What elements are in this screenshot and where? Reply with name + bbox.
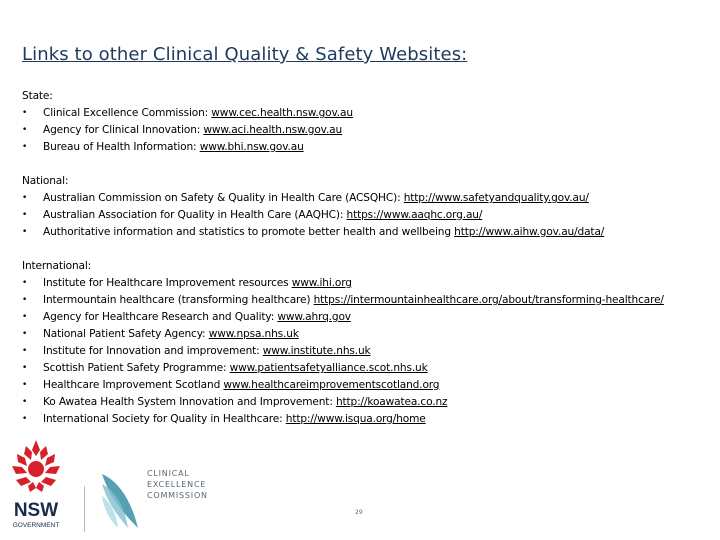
international-section	[22, 258, 702, 428]
ihi-link[interactable]: www.ihi.org	[291, 277, 352, 289]
cec-logo-text	[147, 468, 208, 501]
list-item	[22, 309, 702, 326]
list-item-label: National Patient Safety Agency:	[43, 328, 209, 340]
list-item	[22, 394, 702, 411]
list-item-label: Australian Commission on Safety & Quality in Health Care (ACSQHC):	[43, 192, 404, 204]
list-item	[22, 411, 702, 428]
list-item-label: Agency for Healthcare Research and Quality:	[43, 311, 278, 323]
page-number: 29	[355, 509, 363, 516]
aihw-link[interactable]: http://www.aihw.gov.au/data/	[454, 226, 605, 238]
list-item-label: Institute for Innovation and improvement:	[43, 345, 263, 357]
his-scotland-link[interactable]: www.healthcareimprovementscotland.org	[223, 379, 440, 391]
list-item	[22, 326, 702, 343]
logo-divider	[84, 486, 85, 532]
list-item	[22, 224, 702, 241]
acsqhc-link[interactable]: http://www.safetyandquality.gov.au/	[403, 192, 589, 204]
list-item	[22, 122, 702, 139]
aaqhc-link[interactable]: https://www.aaqhc.org.au/	[346, 209, 483, 221]
ahrq-link[interactable]: www.ahrq.gov	[277, 311, 351, 323]
list-item-label: Ko Awatea Health System Innovation and Improvement:	[43, 396, 336, 408]
national-heading: National:	[22, 175, 69, 187]
koawatea-link[interactable]: http://koawatea.co.nz	[335, 396, 448, 408]
list-item-label: Scottish Patient Safety Programme:	[43, 362, 230, 374]
national-section	[22, 173, 702, 241]
npsa-link[interactable]: www.npsa.nhs.uk	[208, 328, 299, 340]
list-item	[22, 292, 702, 309]
national-list	[22, 190, 702, 241]
institute-nhs-link[interactable]: www.institute.nhs.uk	[262, 345, 371, 357]
cec-wave-icon	[102, 474, 138, 528]
patient-safety-alliance-link[interactable]: www.patientsafetyalliance.scot.nhs.uk	[229, 362, 428, 374]
list-item	[22, 207, 702, 224]
isqua-link[interactable]: http://www.isqua.org/home	[285, 413, 426, 425]
list-item-label: Institute for Healthcare Improvement resources	[43, 277, 292, 289]
aci-link[interactable]: www.aci.health.nsw.gov.au	[203, 124, 343, 136]
bhi-link[interactable]: www.bhi.nsw.gov.au	[199, 141, 304, 153]
list-item-label: Authoritative information and statistics to promote better health and wellbeing	[43, 226, 455, 238]
intermountain-link[interactable]: https://intermountainhealthcare.org/about/transforming-healthcare/	[313, 294, 664, 306]
list-item-label: Agency for Clinical Innovation:	[43, 124, 204, 136]
state-list	[22, 105, 702, 156]
list-item	[22, 190, 702, 207]
international-list	[22, 275, 702, 428]
list-item	[22, 105, 702, 122]
cec-logo-line: EXCELLENCE	[147, 480, 207, 489]
links-content	[22, 88, 702, 445]
list-item	[22, 139, 702, 156]
page-title: Links to other Clinical Quality & Safety Websites:	[22, 44, 468, 65]
list-item-label: Clinical Excellence Commission:	[43, 107, 212, 119]
nsw-government-logo	[4, 436, 68, 532]
list-item-label: Bureau of Health Information:	[43, 141, 200, 153]
list-item	[22, 343, 702, 360]
list-item	[22, 360, 702, 377]
cec-logo-line: COMMISSION	[147, 491, 208, 500]
waratah-flower-icon	[12, 440, 60, 492]
list-item-label: Australian Association for Quality in Health Care (AAQHC):	[43, 209, 347, 221]
cec-logo-mark	[98, 470, 144, 530]
nsw-logo-subtitle: GOVERNMENT	[12, 522, 60, 529]
list-item-label: Intermountain healthcare (transforming healthcare)	[43, 294, 314, 306]
state-section	[22, 88, 702, 156]
list-item-label: International Society for Quality in Healthcare:	[43, 413, 286, 425]
cec-link[interactable]: www.cec.health.nsw.gov.au	[211, 107, 353, 119]
international-heading: International:	[22, 260, 92, 272]
list-item	[22, 377, 702, 394]
list-item-label: Healthcare Improvement Scotland	[43, 379, 224, 391]
cec-logo-line: CLINICAL	[147, 469, 190, 478]
nsw-logo-wordmark: NSW	[13, 500, 59, 521]
list-item	[22, 275, 702, 292]
state-heading: State:	[22, 90, 53, 102]
